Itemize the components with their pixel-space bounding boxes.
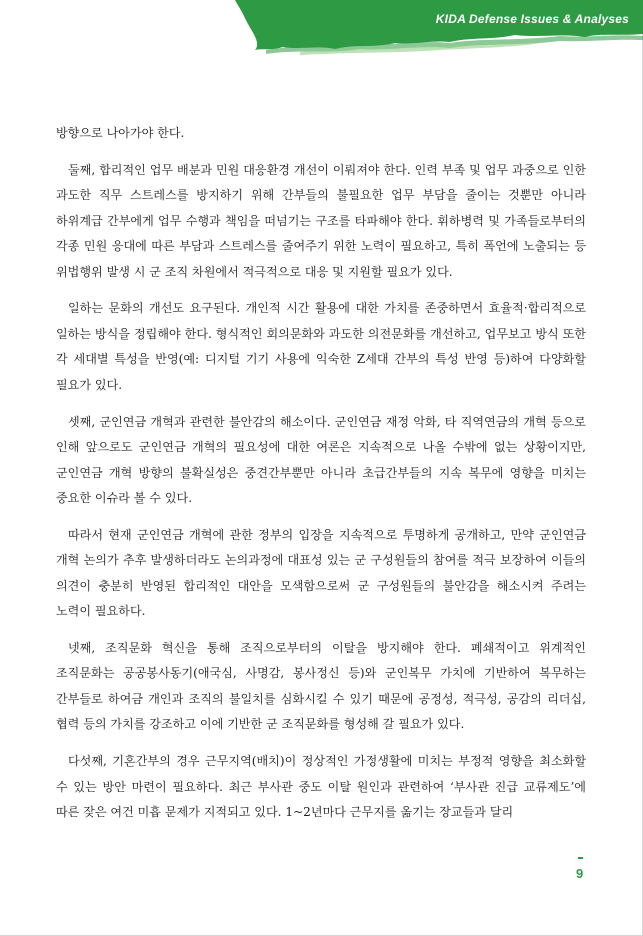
- paragraph: 방향으로 나아가야 한다.: [56, 126, 185, 140]
- paragraph: 다섯째, 기혼간부의 경우 근무지역(배치)이 정상적인 가정생활에 미치는 부정적 영향을 최소화할 수 있는 방안 마련이 필요하다. 최근 부사관 중도 이탈 원인과 관련하여 ‘부사관 진급 교류제도’에 따른 잦은 여건 미흡 문제가 지적되고 있다. 1~2년마다 근무지를 옮기는 장교들과 달리: [56, 754, 586, 820]
- page-number: 9: [576, 866, 584, 881]
- paragraph: 넷째, 조직문화 혁신을 통해 조직으로부터의 이탈을 방지해야 한다. 폐쇄적이고 위계적인 조직문화는 공공봉사동기(애국심, 사명감, 봉사정신 등)와 군인복무 가치에 기반하여 복무하는 간부들로 하여금 개인과 조직의 불일치를 심화시킬 수 있기 때문에 공정성, 적극성, 공감의 리더십, 협력 등의 가치를 강조하고 이에 기반한 군 조직문화를 형성해 갈 필요가 있다.: [56, 640, 586, 732]
- paragraph: 일하는 문화의 개선도 요구된다. 개인적 시간 활용에 대한 가치를 존중하면서 효율적·합리적으로 일하는 방식을 정립해야 한다. 형식적인 회의문화와 과도한 의전문화를 개선하고, 업무보고 방식 또한 각 세대별 특성을 반영(예: 디지털 기기 사용에 익숙한 Z세대 간부의 특성 반영 등)하여 다양화할 필요가 있다.: [56, 301, 586, 392]
- header-title: KIDA Defense Issues & Analyses: [435, 12, 629, 26]
- body-text: [56, 121, 586, 837]
- paragraph: 따라서 현재 군인연금 개혁에 관한 정부의 입장을 지속적으로 투명하게 공개하고, 만약 군인연금 개혁 논의가 추후 발생하더라도 논의과정에 대표성 있는 군 구성원들의 참여를 적극 보장하여 이들의 의견이 충분히 반영된 합리적인 대안을 모색함으로써 군 구성원들의 불안감을 해소시켜 주려는 노력이 필요하다.: [56, 527, 586, 619]
- paragraph: 둘째, 합리적인 업무 배분과 민원 대응환경 개선이 이뤄져야 한다. 인력 부족 및 업무 과중으로 인한 과도한 직무 스트레스를 방지하기 위해 간부들의 불필요한 업무 부담을 줄이는 것뿐만 아니라 하위계급 간부에게 업무 수행과 책임을 떠넘기는 구조를 타파해야 한다. 휘하병력 및 가족들로부터의 각종 민원 응대에 따른 부담과 스트레스를 줄여주기 위한 노력이 필요하고, 특히 폭언에 노출되는 등 위법행위 발생 시 군 조직 차원에서 적극적으로 대응 및 지원할 필요가 있다.: [56, 162, 586, 279]
- header-brush-band: [0, 0, 643, 60]
- paragraph: 셋째, 군인연금 개혁과 관련한 불안감의 해소이다. 군인연금 재정 악화, 타 직역연금의 개혁 등으로 인해 앞으로도 군인연금 개혁의 필요성에 대한 여론은 지속적으로 나올 수밖에 없는 상황이지만, 군인연금 개혁 방향의 불확실성은 중견간부뿐만 아니라 초급간부들의 지속 복무에 영향을 미치는 중요한 이슈라 볼 수 있다.: [56, 414, 586, 506]
- page-number-mark: [578, 857, 583, 859]
